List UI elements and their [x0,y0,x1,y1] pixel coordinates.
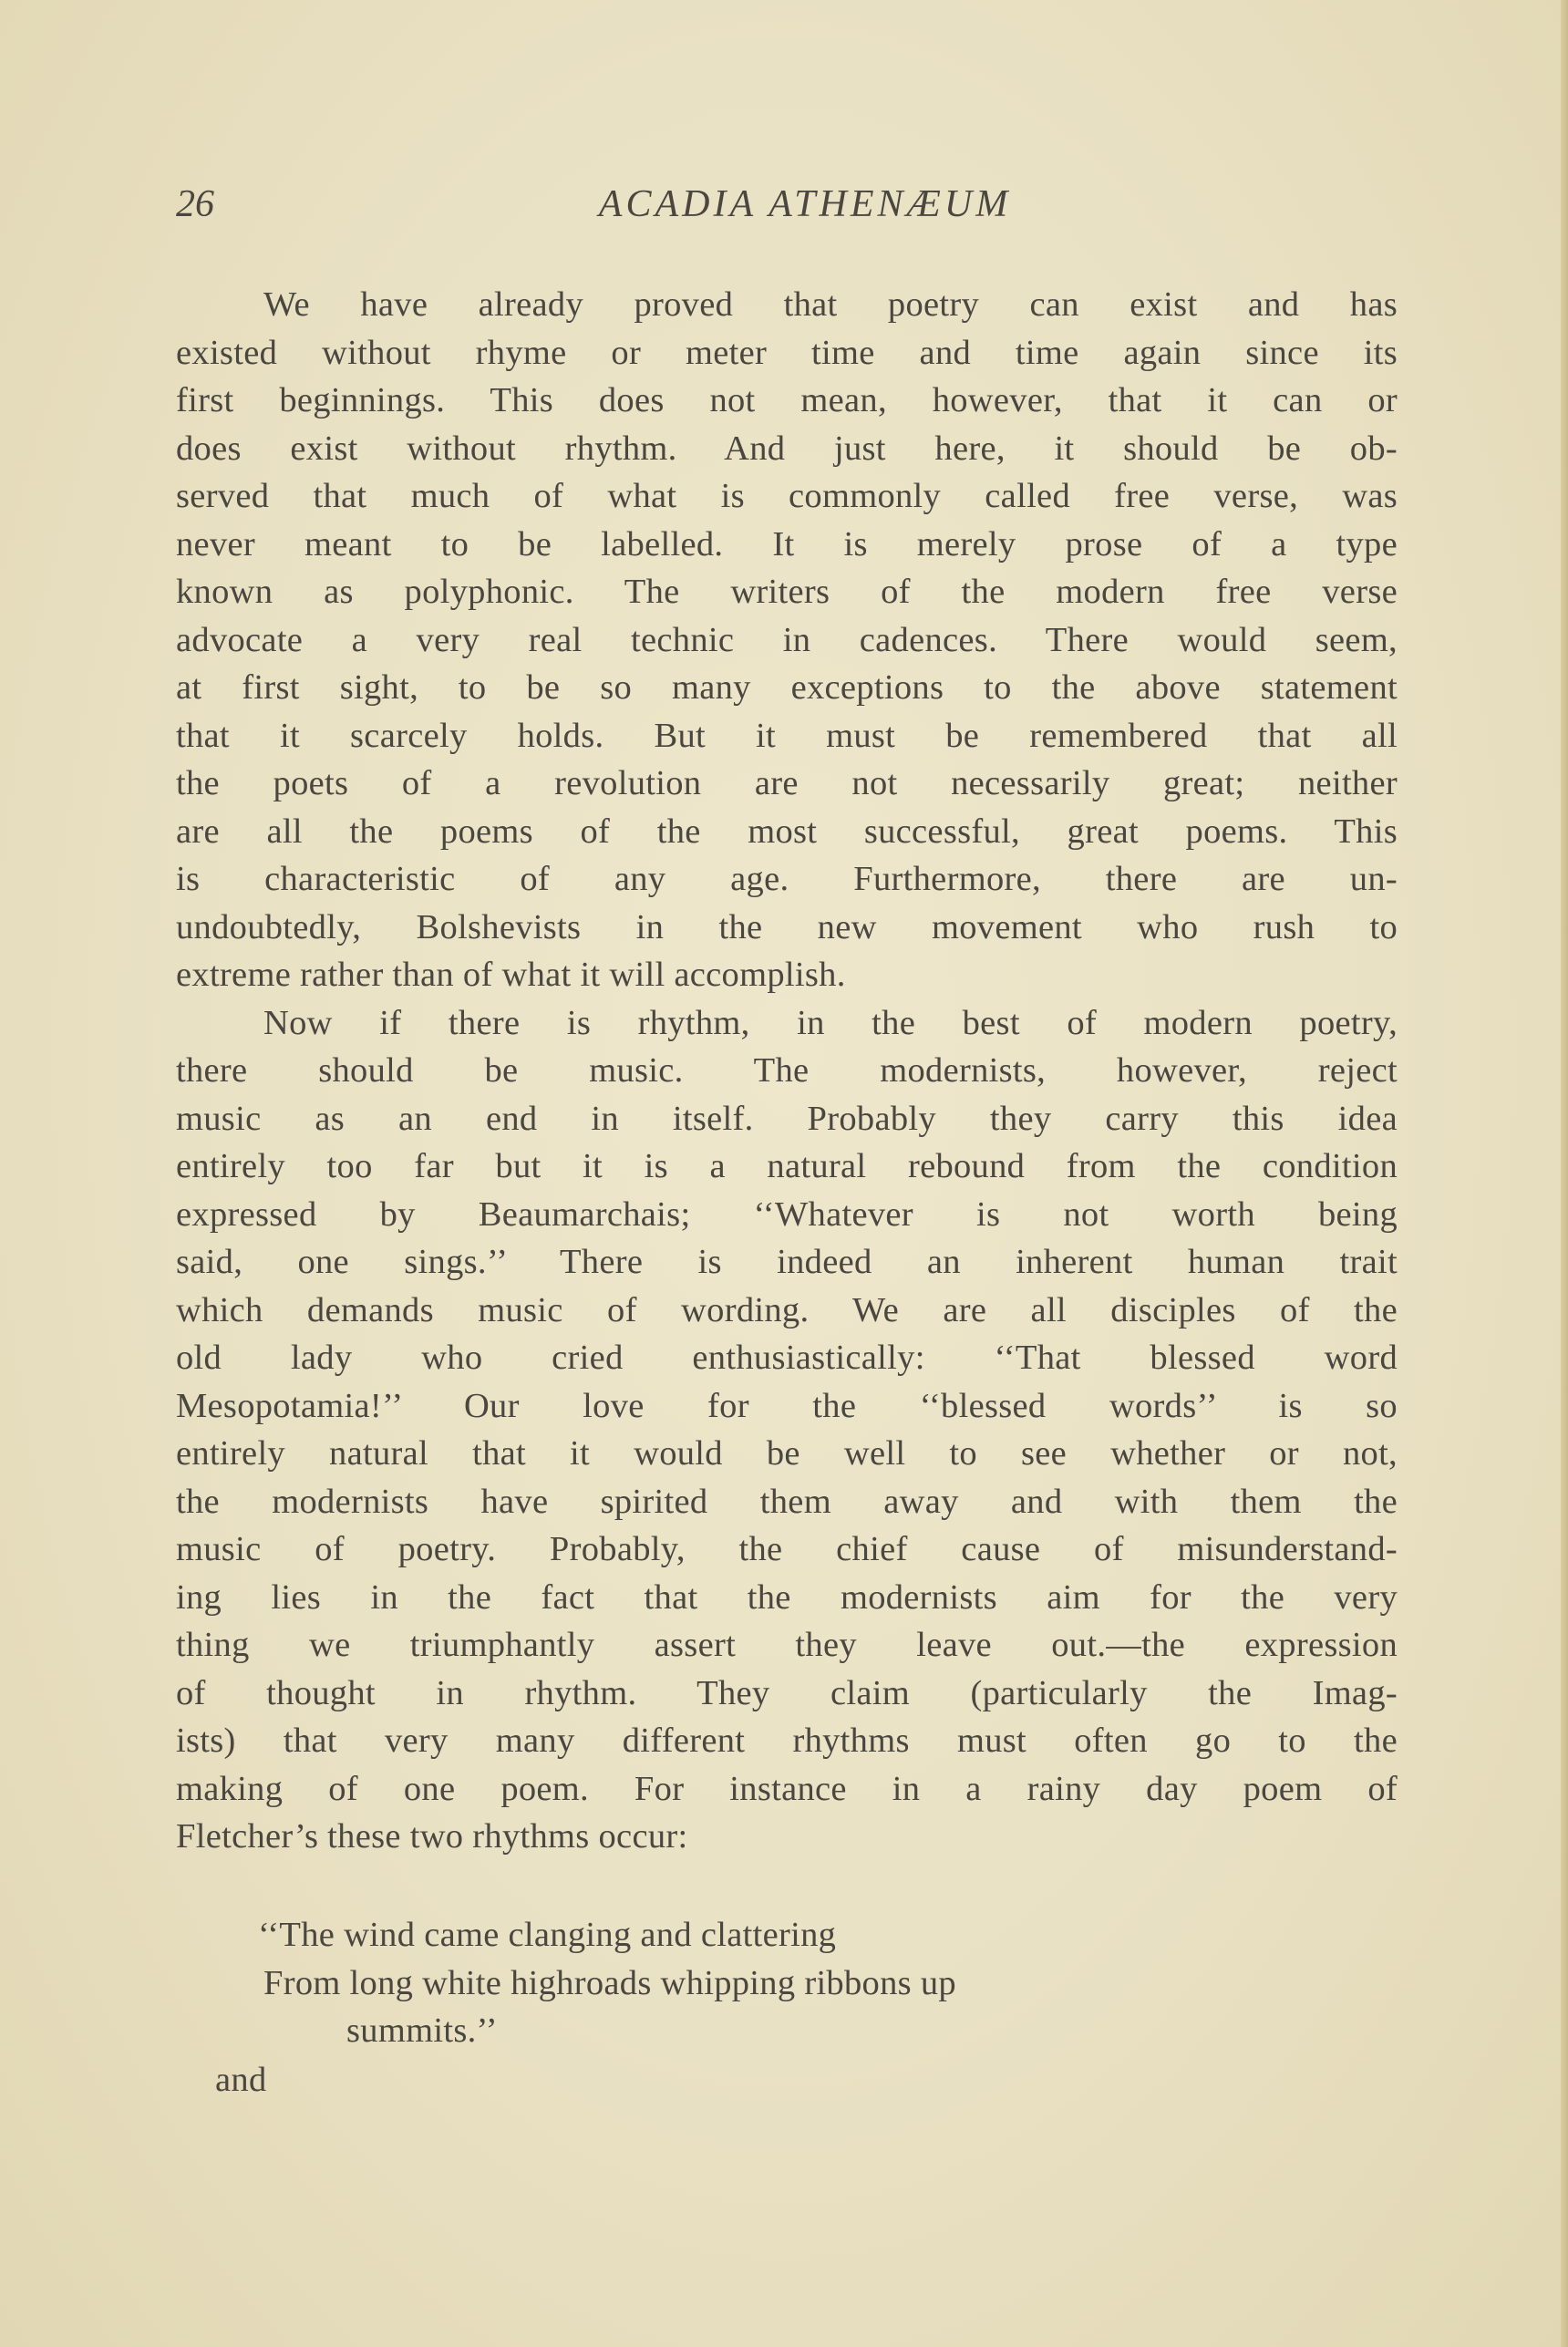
verse-line: From long white highroads whipping ribbons up [263,1963,956,2002]
text-line: extreme rather than of what it will accomplish. [176,956,846,994]
text-line: music as an end in itself. Probably they carry this idea [176,1099,1398,1138]
text-line: known as polyphonic. The writers of the modern free verse [176,573,1398,611]
text-line: We have already proved that poetry can exist and has [263,285,1398,324]
text-line: does exist without rhythm. And just here, it should be ob- [176,429,1398,468]
text-line: entirely too far but it is a natural rebound from the condition [176,1147,1398,1185]
text-line: ing lies in the fact that the modernists aim for the very [176,1577,1398,1617]
text-line: of thought in rhythm. They claim (particularly the Imag- [176,1673,1398,1712]
running-title: ACADIA ATHENÆUM [598,183,1012,225]
page-number: 26 [176,183,214,225]
text-line: the modernists have spirited them away and with them the [176,1482,1398,1521]
text-line: which demands music of wording. We are all disciples of the [176,1290,1398,1329]
text-line: is characteristic of any age. Furthermore, there are un- [176,860,1398,898]
page-header [176,182,1398,237]
text-line: undoubtedly, Bolshevists in the new movement who rush to [176,907,1398,946]
text-line: thing we triumphantly assert they leave out.—the expression [176,1626,1398,1664]
text-line: said, one sings.’’ There is indeed an inherent human trait [176,1243,1398,1281]
text-line: expressed by Beaumarchais; ‘‘Whatever is not worth being [176,1194,1398,1234]
text-line: there should be music. The modernists, however, reject [176,1051,1398,1090]
text-line: ists) that very many different rhythms must often go to the [176,1721,1398,1760]
text-line: first beginnings. This does not mean, however, that it can or [176,381,1398,419]
verse-quotation [176,1911,1398,2104]
text-line: are all the poems of the most successful, great poems. This [176,812,1398,851]
text-line: music of poetry. Probably, the chief cause of misunderstand- [176,1530,1398,1568]
verse-line: summits.’’ [346,2011,498,2050]
body-text [176,281,1398,1861]
verse-connector: and [215,2061,267,2099]
page-edge [1561,0,1568,2347]
text-line: Now if there is rhythm, in the best of modern poetry, [263,1003,1398,1042]
text-line: Fletcher’s these two rhythms occur: [176,1817,688,1856]
text-line: making of one poem. For instance in a rainy day poem of [176,1769,1398,1808]
text-line: at first sight, to be so many exceptions to the above statement [176,668,1398,707]
text-line: never meant to be labelled. It is merely prose of a type [176,524,1398,563]
text-line: existed without rhyme or meter time and time again since its [176,333,1398,372]
text-line: entirely natural that it would be well to see whether or not, [176,1434,1398,1473]
text-line: old lady who cried enthusiastically: ‘‘That blessed word [176,1339,1398,1377]
text-line: Mesopotamia!’’ Our love for the ‘‘blessed words’’ is so [176,1386,1398,1425]
text-line: served that much of what is commonly called free verse, was [176,477,1398,515]
text-line: that it scarcely holds. But it must be remembered that all [176,716,1398,755]
text-line: the poets of a revolution are not necessarily great; neither [176,764,1398,802]
verse-line: ‘‘The wind came clanging and clattering [258,1916,837,1954]
text-line: advocate a very real technic in cadences. There would seem, [176,620,1398,659]
